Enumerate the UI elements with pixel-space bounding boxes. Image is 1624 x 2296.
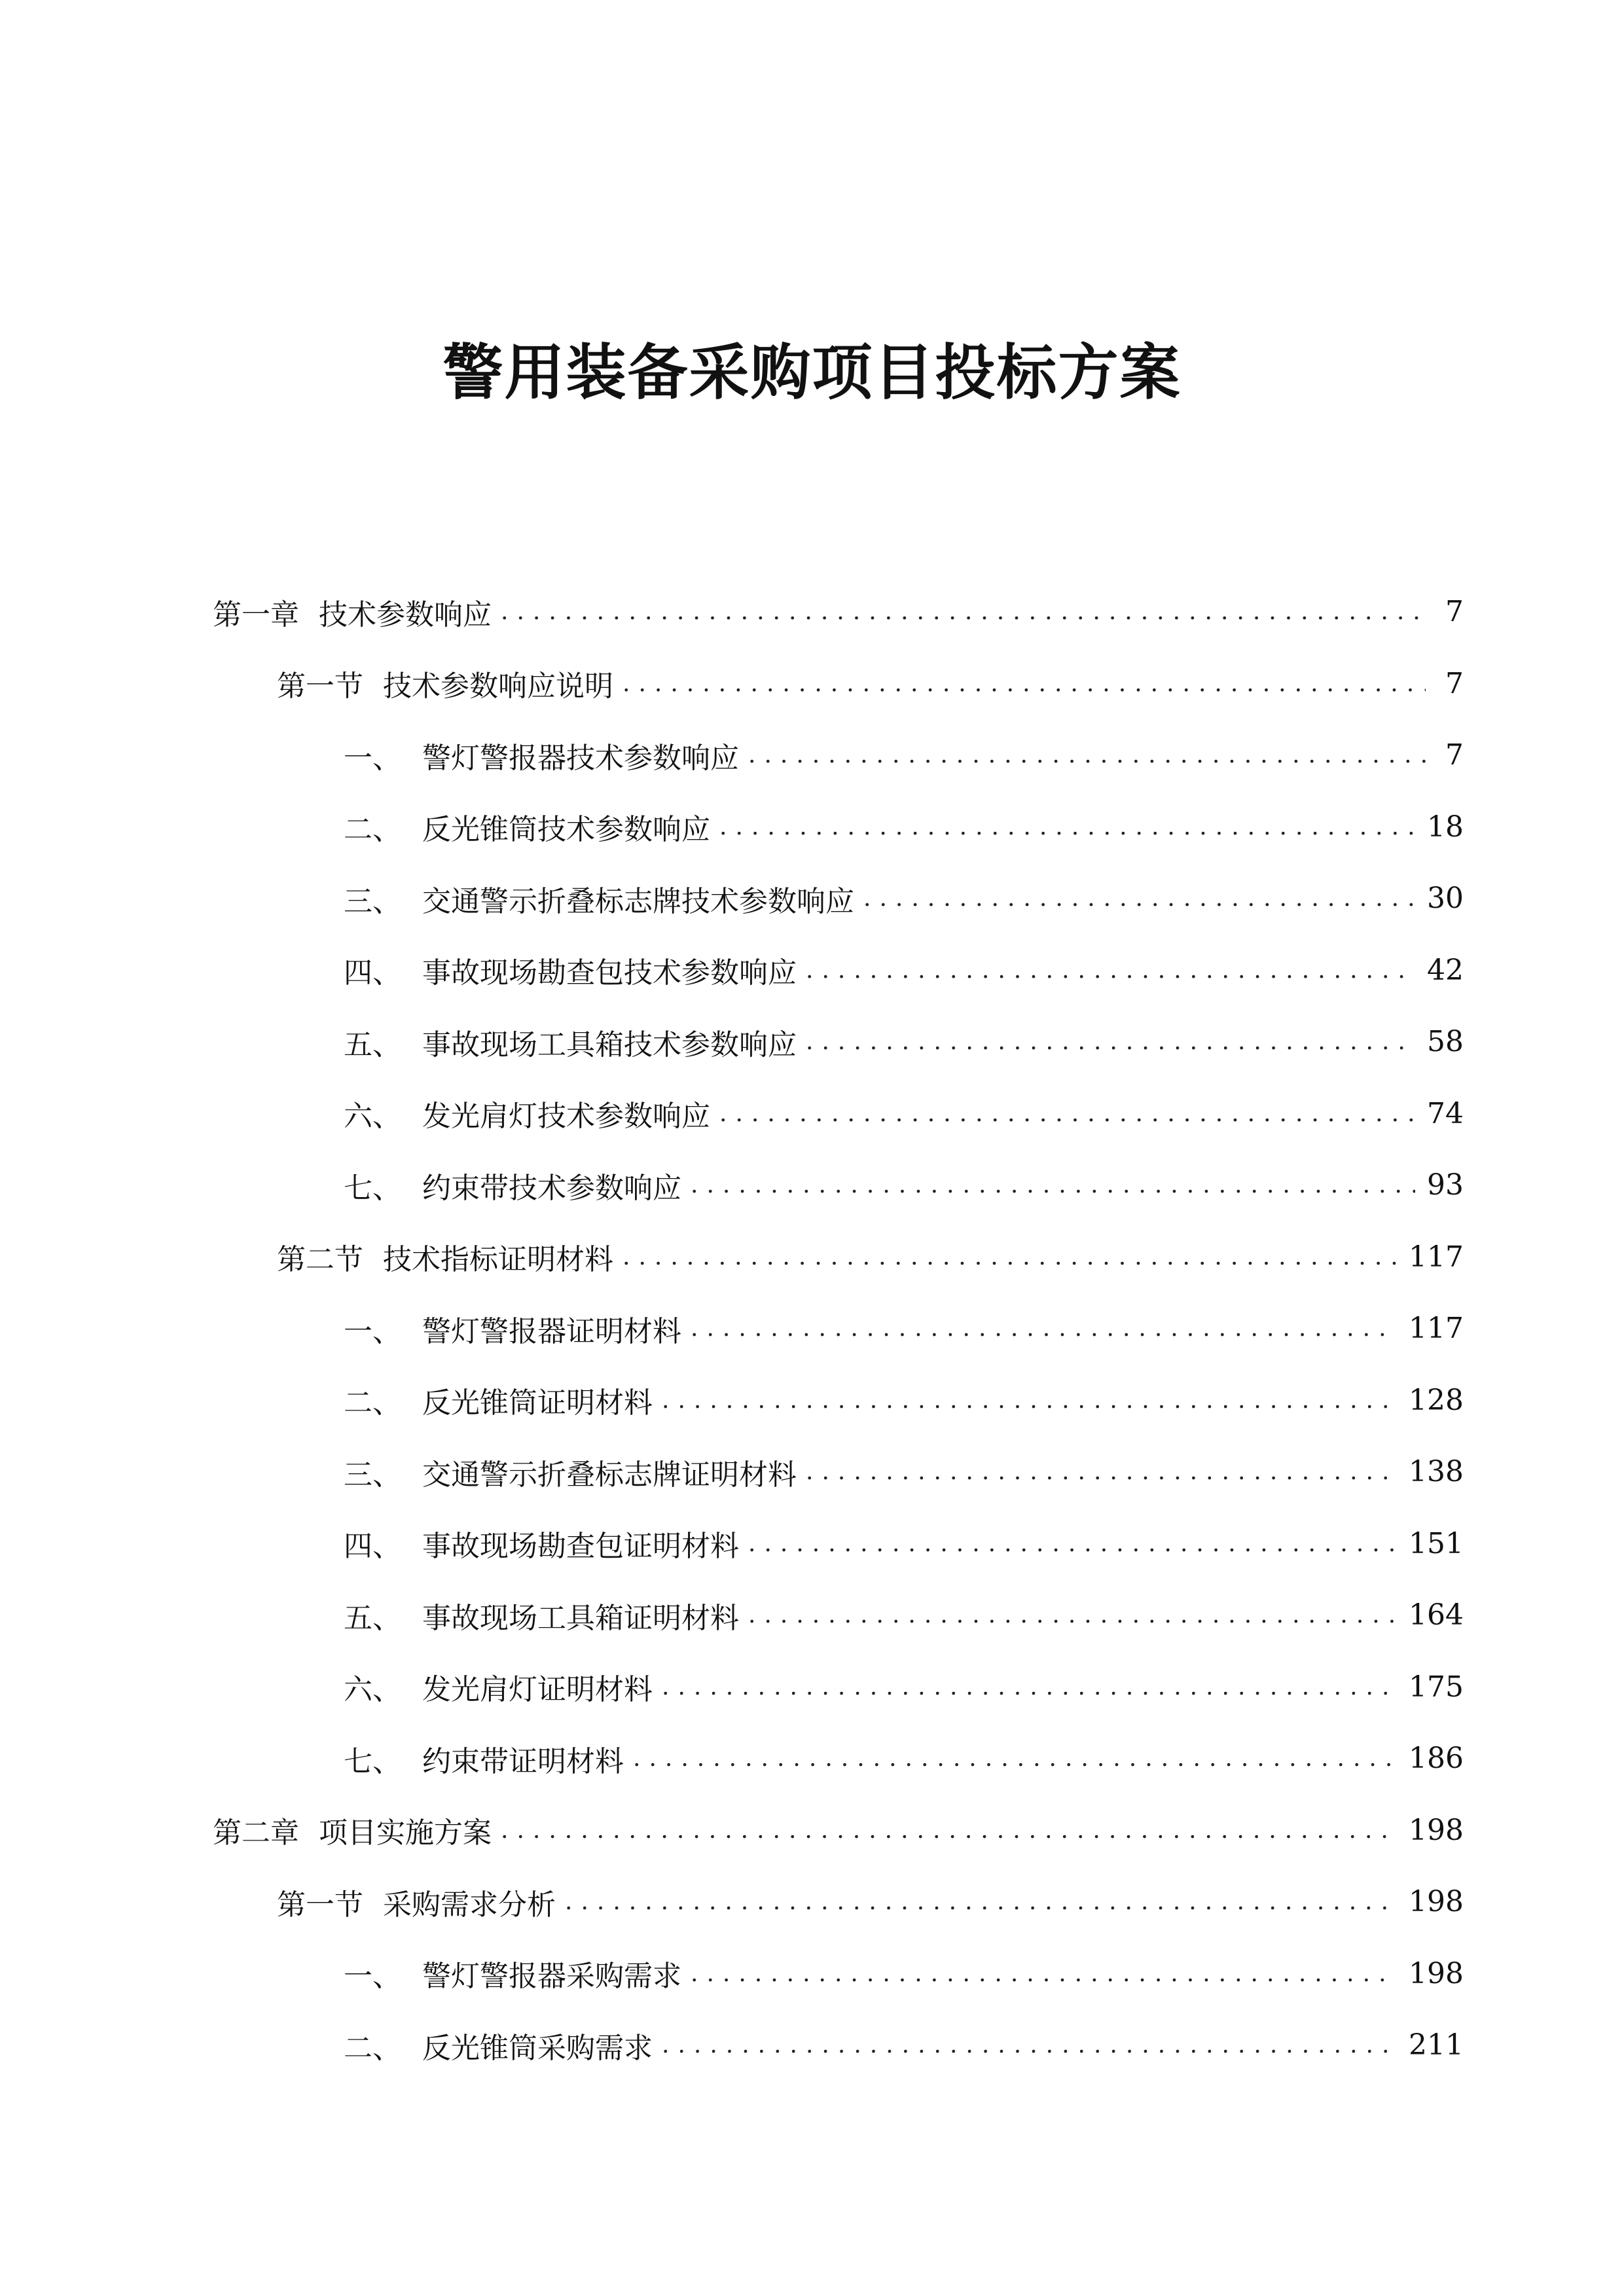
document-title: 警用装备采购项目投标方案	[442, 338, 1182, 408]
toc-entry-item[interactable]	[0, 1436, 1624, 1508]
toc-entry-page: 164	[1409, 1598, 1464, 1632]
dot-leader	[691, 1315, 1397, 1342]
dot-leader	[719, 814, 1415, 840]
dot-leader	[565, 1888, 1397, 1915]
dot-leader	[806, 1028, 1415, 1055]
toc-entry-text: 交通警示折叠标志牌技术参数响应	[422, 884, 854, 918]
toc-entry-page: 7	[1445, 738, 1464, 772]
toc-entry-number: 第二节	[277, 1243, 363, 1277]
toc-entry-page: 74	[1427, 1096, 1464, 1130]
dot-leader	[691, 1960, 1397, 1987]
toc-entry-page: 138	[1409, 1455, 1464, 1489]
toc-entry-item[interactable]	[0, 1006, 1624, 1078]
toc-entry-page: 198	[1409, 1956, 1464, 1990]
toc-entry-item[interactable]	[0, 1149, 1624, 1221]
toc-entry-section-1-1[interactable]	[0, 648, 1624, 720]
dot-leader	[719, 1100, 1415, 1127]
toc-entry-text: 交通警示折叠标志牌证明材料	[422, 1458, 797, 1492]
dot-leader	[748, 1602, 1397, 1628]
toc-entry-number: 四、	[344, 956, 401, 990]
dot-leader	[662, 2032, 1397, 2058]
toc-entry-section-1-2[interactable]	[0, 1221, 1624, 1293]
toc-entry-number: 五、	[344, 1601, 401, 1635]
toc-entry-text: 事故现场工具箱证明材料	[422, 1601, 739, 1635]
dot-leader	[806, 957, 1415, 984]
toc-entry-text: 项目实施方案	[319, 1816, 492, 1850]
toc-entry-number: 三、	[344, 884, 401, 918]
toc-entry-page: 198	[1409, 1813, 1464, 1847]
toc-entry-page: 117	[1409, 1240, 1464, 1274]
toc-entry-number: 七、	[344, 1744, 401, 1778]
toc-entry-page: 151	[1409, 1526, 1464, 1560]
toc-entry-number: 四、	[344, 1530, 401, 1564]
toc-entry-text: 技术指标证明材料	[383, 1243, 613, 1277]
dot-leader	[501, 1817, 1397, 1844]
toc-entry-number: 六、	[344, 1673, 401, 1707]
toc-entry-text: 事故现场勘查包技术参数响应	[422, 956, 797, 990]
toc-entry-text: 警灯警报器证明材料	[422, 1314, 681, 1348]
toc-entry-number: 三、	[344, 1458, 401, 1492]
toc-entry-item[interactable]	[0, 1579, 1624, 1651]
toc-entry-text: 警灯警报器技术参数响应	[422, 741, 739, 775]
toc-entry-page: 93	[1427, 1168, 1464, 1202]
toc-entry-text: 反光锥筒技术参数响应	[422, 813, 710, 847]
toc-entry-text: 反光锥筒采购需求	[422, 2031, 653, 2065]
toc-entry-number: 二、	[344, 1386, 401, 1420]
toc-entry-number: 一、	[344, 1314, 401, 1348]
toc-entry-item[interactable]	[0, 1651, 1624, 1723]
toc-entry-number: 第一章	[213, 598, 299, 632]
toc-entry-text: 反光锥筒证明材料	[422, 1386, 653, 1420]
toc-entry-number: 二、	[344, 813, 401, 847]
toc-entry-page: 128	[1409, 1383, 1464, 1417]
dot-leader	[748, 742, 1426, 768]
toc-entry-number: 第二章	[213, 1816, 299, 1850]
toc-entry-number: 一、	[344, 1960, 401, 1994]
toc-entry-page: 7	[1445, 595, 1464, 629]
toc-entry-page: 186	[1409, 1742, 1464, 1776]
toc-entry-number: 六、	[344, 1100, 401, 1134]
toc-entry-text: 采购需求分析	[383, 1888, 556, 1922]
toc-entry-text: 发光肩灯证明材料	[422, 1673, 653, 1707]
toc-entry-page: 18	[1427, 810, 1464, 844]
dot-leader	[662, 1387, 1397, 1414]
toc-entry-page: 175	[1409, 1670, 1464, 1704]
dot-leader	[623, 670, 1426, 697]
toc-entry-page: 58	[1427, 1025, 1464, 1059]
toc-entry-item[interactable]	[0, 935, 1624, 1007]
toc-entry-item[interactable]	[0, 1293, 1624, 1365]
toc-entry-page: 30	[1427, 882, 1464, 916]
toc-entry-text: 事故现场工具箱技术参数响应	[422, 1028, 797, 1062]
toc-entry-item[interactable]	[0, 719, 1624, 791]
toc-entry-text: 技术参数响应说明	[383, 670, 613, 704]
toc-entry-number: 一、	[344, 741, 401, 775]
toc-entry-page: 117	[1409, 1312, 1464, 1346]
toc-entry-chapter-1[interactable]	[0, 576, 1624, 648]
toc-entry-text: 发光肩灯技术参数响应	[422, 1100, 710, 1134]
toc-entry-item[interactable]	[0, 1938, 1624, 2010]
toc-entry-item[interactable]	[0, 1365, 1624, 1437]
toc-entry-item[interactable]	[0, 1508, 1624, 1580]
dot-leader	[748, 1530, 1397, 1557]
toc-entry-item[interactable]	[0, 1723, 1624, 1795]
toc-entry-number: 第一节	[277, 670, 363, 704]
dot-leader	[806, 1458, 1397, 1485]
toc-entry-item[interactable]	[0, 2009, 1624, 2081]
dot-leader	[633, 1745, 1397, 1772]
toc-entry-text: 约束带证明材料	[422, 1744, 624, 1778]
toc-entry-number: 五、	[344, 1028, 401, 1062]
toc-entry-page: 7	[1445, 666, 1464, 700]
toc-entry-text: 警灯警报器采购需求	[422, 1960, 681, 1994]
toc-entry-page: 198	[1409, 1885, 1464, 1919]
dot-leader	[863, 885, 1415, 912]
dot-leader	[691, 1172, 1415, 1198]
toc-entry-number: 第一节	[277, 1888, 363, 1922]
toc-entry-page: 42	[1427, 953, 1464, 987]
dot-leader	[501, 598, 1426, 625]
toc-entry-item[interactable]	[0, 1078, 1624, 1150]
toc-entry-text: 约束带技术参数响应	[422, 1171, 681, 1205]
toc-entry-item[interactable]	[0, 791, 1624, 863]
toc-entry-section-2-1[interactable]	[0, 1866, 1624, 1938]
toc-entry-text: 事故现场勘查包证明材料	[422, 1530, 739, 1564]
toc-entry-chapter-2[interactable]	[0, 1795, 1624, 1867]
dot-leader	[662, 1674, 1397, 1700]
table-of-contents	[0, 576, 1624, 2081]
dot-leader	[623, 1244, 1397, 1270]
toc-entry-item[interactable]	[0, 863, 1624, 935]
toc-entry-number: 二、	[344, 2031, 401, 2065]
toc-entry-page: 211	[1409, 2028, 1464, 2062]
toc-entry-text: 技术参数响应	[319, 598, 492, 632]
toc-entry-number: 七、	[344, 1171, 401, 1205]
